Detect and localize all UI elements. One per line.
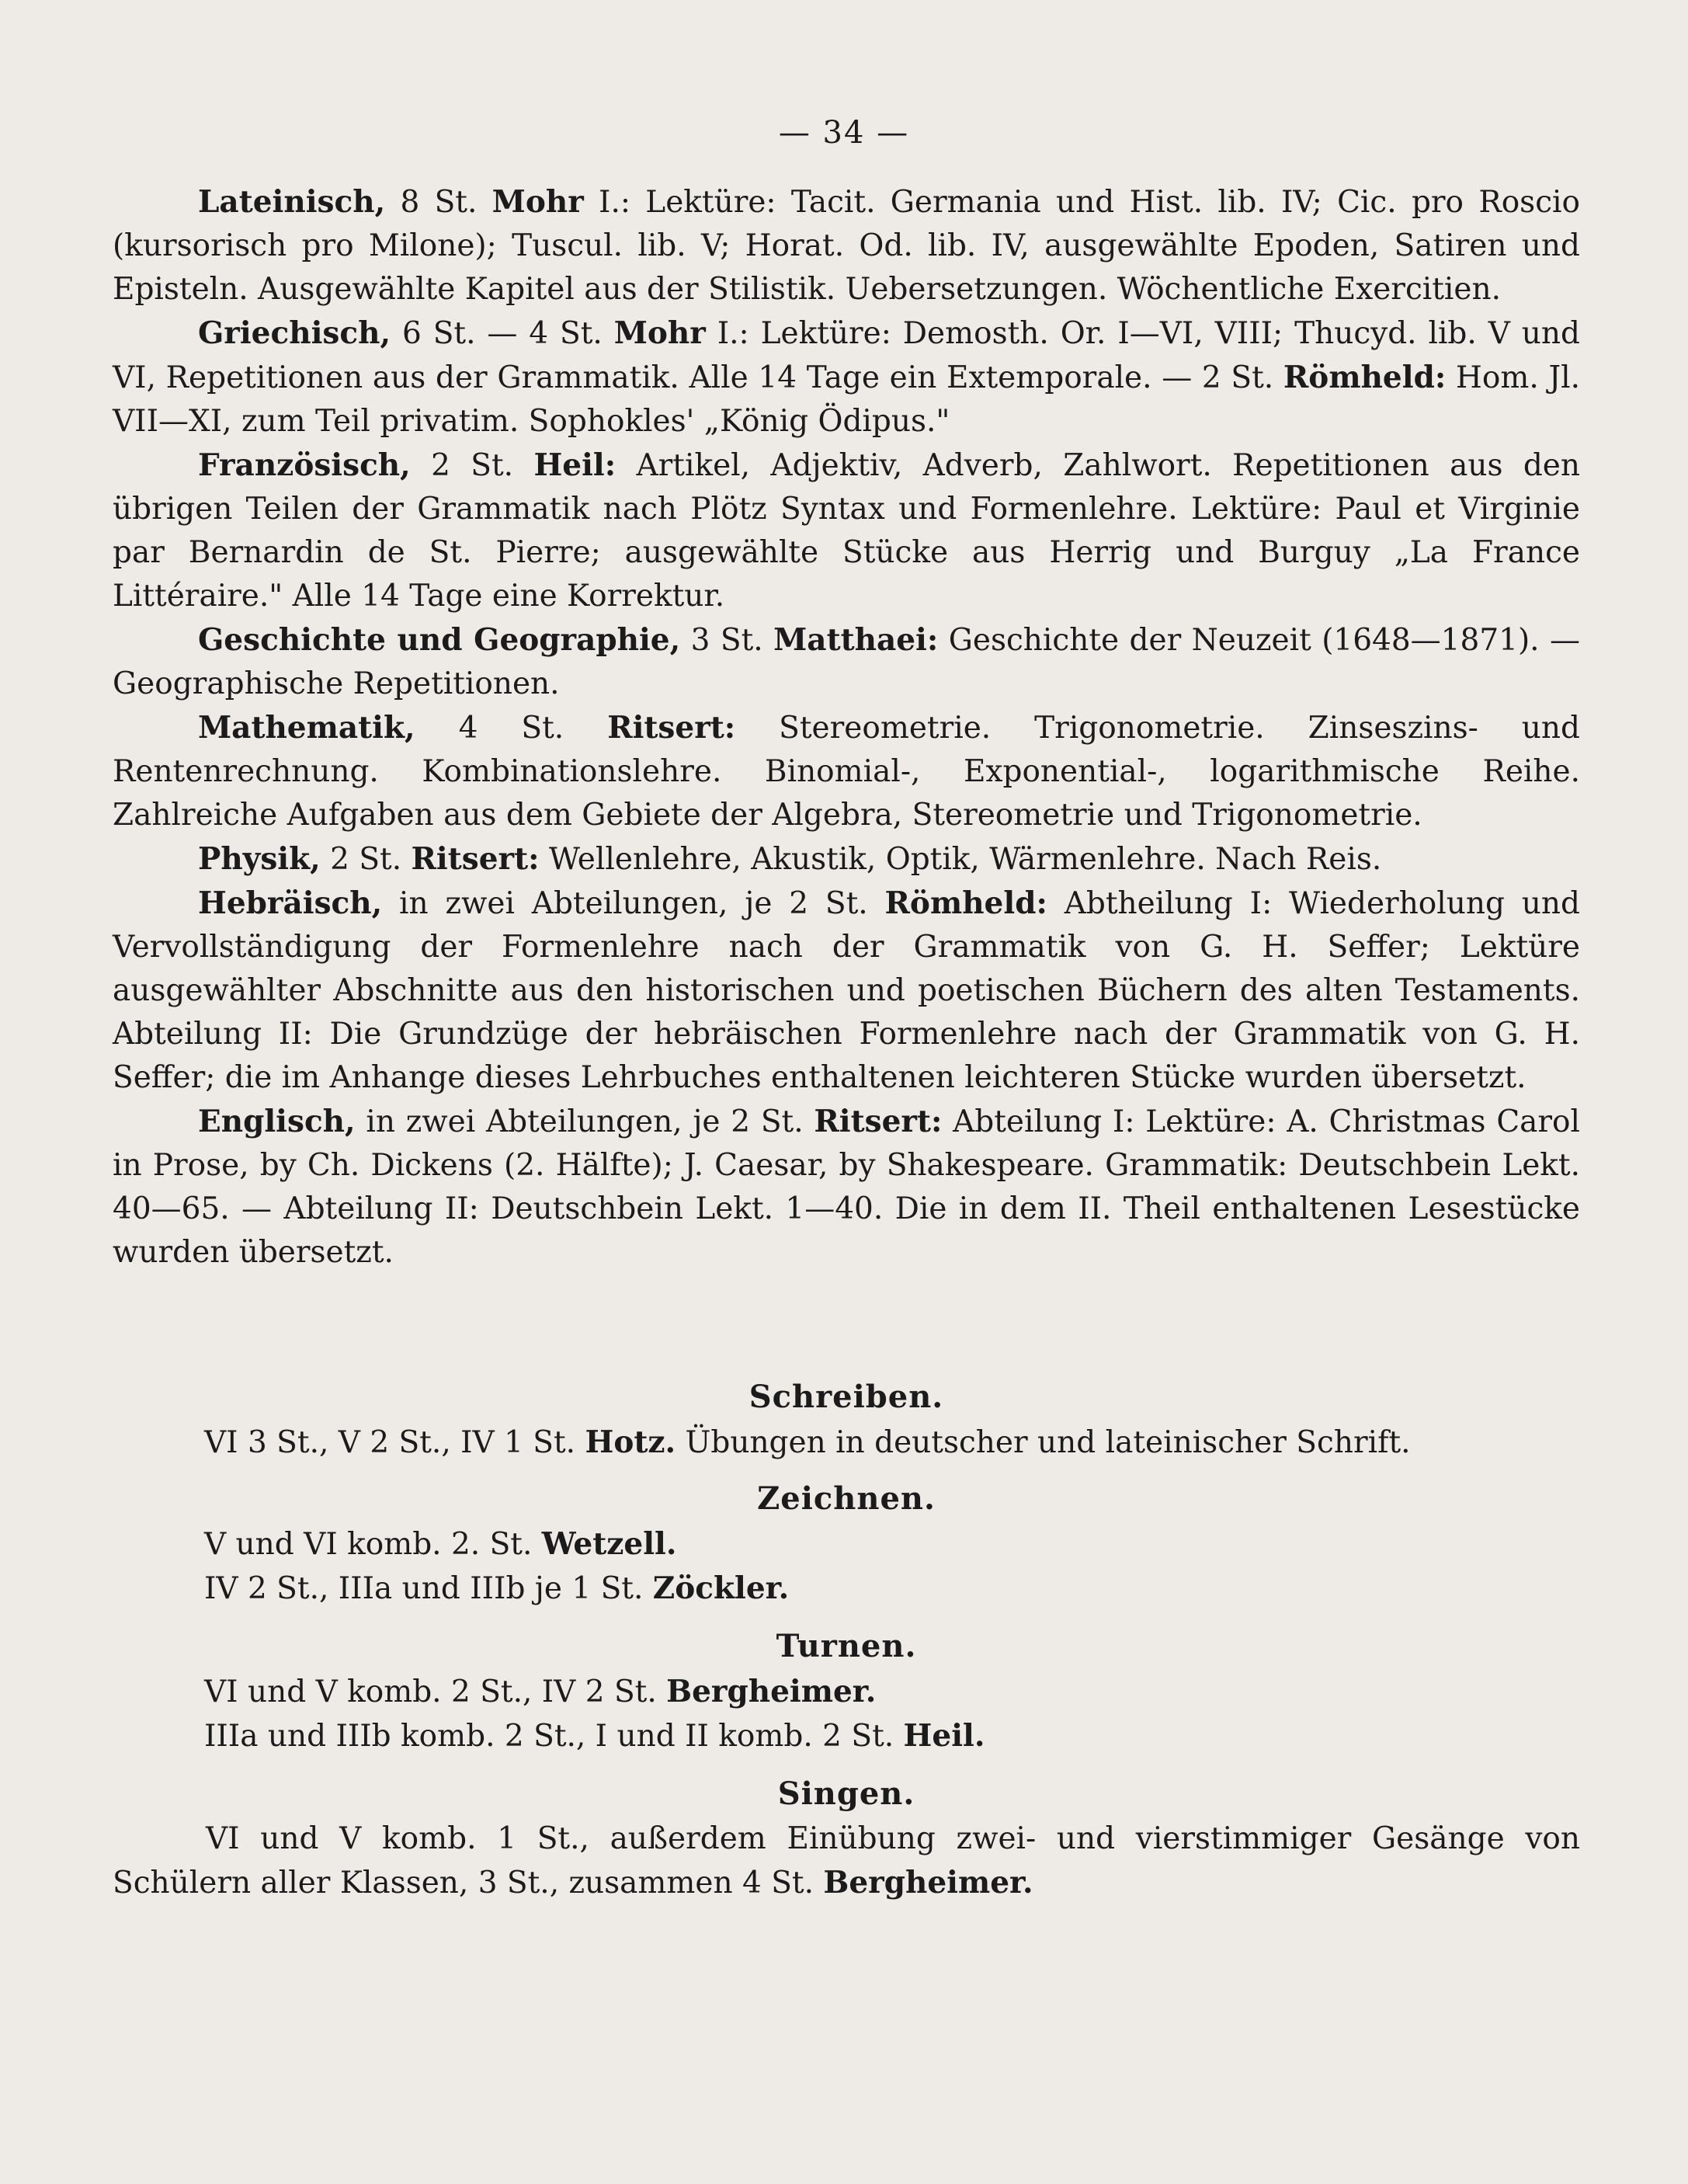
paragraph-physics	[113, 837, 1580, 882]
teacher-schreiben: Hotz.	[585, 1424, 676, 1460]
teacher-latin: Mohr	[491, 184, 584, 220]
subject-latin: Lateinisch,	[198, 184, 386, 220]
latin-hours: 8 St.	[385, 185, 492, 220]
english-content: Abteilung I: Lektüre: A. Christmas Carol in Prose, by Ch. Dickens (2. Hälfte); J. Caesar, by Shakespeare. Grammatik: Deutschbein Lekt. 40—65. — Abteilung II: Deutschbein Lekt. 1—40. Die in dem II. Theil enthaltenen Lesestücke wurden übersetzt.	[113, 1104, 1581, 1270]
zeichnen-line-2	[113, 1567, 1580, 1611]
teacher-greek-2: Römheld:	[1283, 360, 1447, 395]
teacher-singen: Bergheimer.	[823, 1865, 1033, 1901]
teacher-turnen-1: Bergheimer.	[666, 1674, 877, 1709]
history-hours: 3 St.	[680, 623, 774, 658]
physics-content: Wellenlehre, Akustik, Optik, Wärmenlehre. Nach Reis.	[539, 842, 1382, 877]
teacher-english: Ritsert:	[814, 1104, 943, 1139]
subject-greek: Griechisch,	[198, 315, 391, 351]
turnen-hours-1: VI und V komb. 2 St., IV 2 St.	[204, 1675, 667, 1709]
teacher-physics: Ritsert:	[411, 841, 540, 877]
latin-content: I.: Lektüre: Tacit. Germania und Hist. lib. IV; Cic. pro Roscio (kursorisch pro Milone); Tuscul. lib. V; Horat. Od. lib. IV, ausgewählte Epoden, Satiren und Episteln. Ausgewählte Kapitel aus der Stilistik. Uebersetzungen. Wöchentliche Exercitien.	[113, 185, 1580, 307]
paragraph-greek	[113, 311, 1580, 443]
teacher-french: Heil:	[533, 447, 617, 483]
heading-schreiben: Schreiben.	[748, 1379, 944, 1415]
subject-history: Geschichte und Geographie,	[198, 622, 681, 658]
turnen-line-2	[113, 1714, 1580, 1758]
subject-math: Mathematik,	[198, 710, 415, 746]
page-number: — 34 —	[778, 115, 910, 151]
page-body	[113, 180, 1580, 1905]
heading-turnen: Turnen.	[776, 1628, 917, 1664]
hebrew-hours: in zwei Abteilungen, je 2 St.	[382, 886, 885, 921]
heading-zeichnen: Zeichnen.	[757, 1480, 936, 1517]
math-hours: 4 St.	[415, 711, 608, 746]
subject-hebrew: Hebräisch,	[198, 885, 383, 921]
teacher-history: Matthaei:	[773, 622, 939, 658]
singen-content: VI und V komb. 1 St., außerdem Einübung zwei- und vierstimmiger Gesänge von Schülern aller Klassen, 3 St., zusammen 4 St.	[113, 1821, 1580, 1901]
teacher-zeichnen-2: Zöckler.	[652, 1570, 790, 1606]
teacher-turnen-2: Heil.	[903, 1718, 985, 1754]
history-content: Geschichte der Neuzeit (1648—1871). — Geographische Repetitionen.	[113, 623, 1580, 701]
paragraph-math	[113, 706, 1580, 837]
schreiben-hours: VI 3 St., V 2 St., IV 1 St.	[204, 1425, 585, 1460]
paragraph-english	[113, 1100, 1580, 1275]
subject-english: Englisch,	[198, 1104, 356, 1139]
teacher-greek: Mohr	[613, 315, 706, 351]
schreiben-line	[113, 1421, 1580, 1465]
zeichnen-hours-1: V und VI komb. 2. St.	[204, 1527, 542, 1562]
paragraph-history	[113, 618, 1580, 706]
turnen-hours-2: IIIa und IIIb komb. 2 St., I und II komb. 2 St.	[204, 1719, 904, 1754]
physics-hours: 2 St.	[320, 842, 412, 877]
greek-hours: 6 St. — 4 St.	[391, 316, 614, 351]
turnen-line-1	[113, 1670, 1580, 1714]
teacher-hebrew: Römheld:	[884, 885, 1047, 921]
teacher-math: Ritsert:	[607, 710, 736, 746]
schreiben-content: Übungen in deutscher und lateinischer Schrift.	[676, 1425, 1411, 1460]
english-hours: in zwei Abteilungen, je 2 St.	[355, 1104, 814, 1139]
math-content: Stereometrie. Trigonometrie. Zinseszins- und Rentenrechnung. Kombinationslehre. Binomial-, Exponential-, logarithmische Reihe. Zahlreiche Aufgaben aus dem Gebiete der Algebra, Stereometrie und Trigonometrie.	[113, 711, 1580, 833]
french-content: Artikel, Adjektiv, Adverb, Zahlwort. Repetitionen aus den übrigen Teilen der Grammatik nach Plötz Syntax und Formenlehre. Lektüre: Paul et Virginie par Bernardin de St. Pierre; ausgewählte Stücke aus Herrig und Burguy „La France Littéraire." Alle 14 Tage eine Korrektur.	[113, 448, 1580, 614]
greek-content: I.: Lektüre: Demosth. Or. I—VI, VIII; Thucyd. lib. V und VI, Repetitionen aus der Grammatik. Alle 14 Tage ein Extemporale. — 2 St.	[113, 316, 1580, 395]
french-hours: 2 St.	[410, 448, 534, 483]
paragraph-latin	[113, 180, 1580, 311]
zeichnen-line-1	[113, 1522, 1580, 1567]
singen-line	[113, 1817, 1580, 1905]
subject-french: Französisch,	[198, 447, 411, 483]
heading-singen: Singen.	[777, 1775, 915, 1812]
hebrew-content: Abtheilung I: Wiederholung und Vervollständigung der Formenlehre nach der Grammatik von G. H. Seffer; Lektüre ausgewählter Abschnitte aus den historischen und poetischen Büchern des alten Testaments. Abteilung II: Die Grundzüge der hebräischen Formenlehre nach der Grammatik von G. H. Seffer; die im Anhange dieses Lehrbuches enthaltenen leichteren Stücke wurden übersetzt.	[113, 886, 1580, 1095]
subject-physics: Physik,	[198, 841, 321, 877]
teacher-zeichnen-1: Wetzell.	[541, 1526, 677, 1562]
zeichnen-hours-2: IV 2 St., IIIa und IIIb je 1 St.	[204, 1571, 653, 1606]
greek-content-2: Hom. Jl. VII—XI, zum Teil privatim. Sophokles' „König Ödipus."	[113, 360, 1580, 439]
paragraph-french	[113, 443, 1580, 618]
paragraph-hebrew	[113, 882, 1580, 1100]
